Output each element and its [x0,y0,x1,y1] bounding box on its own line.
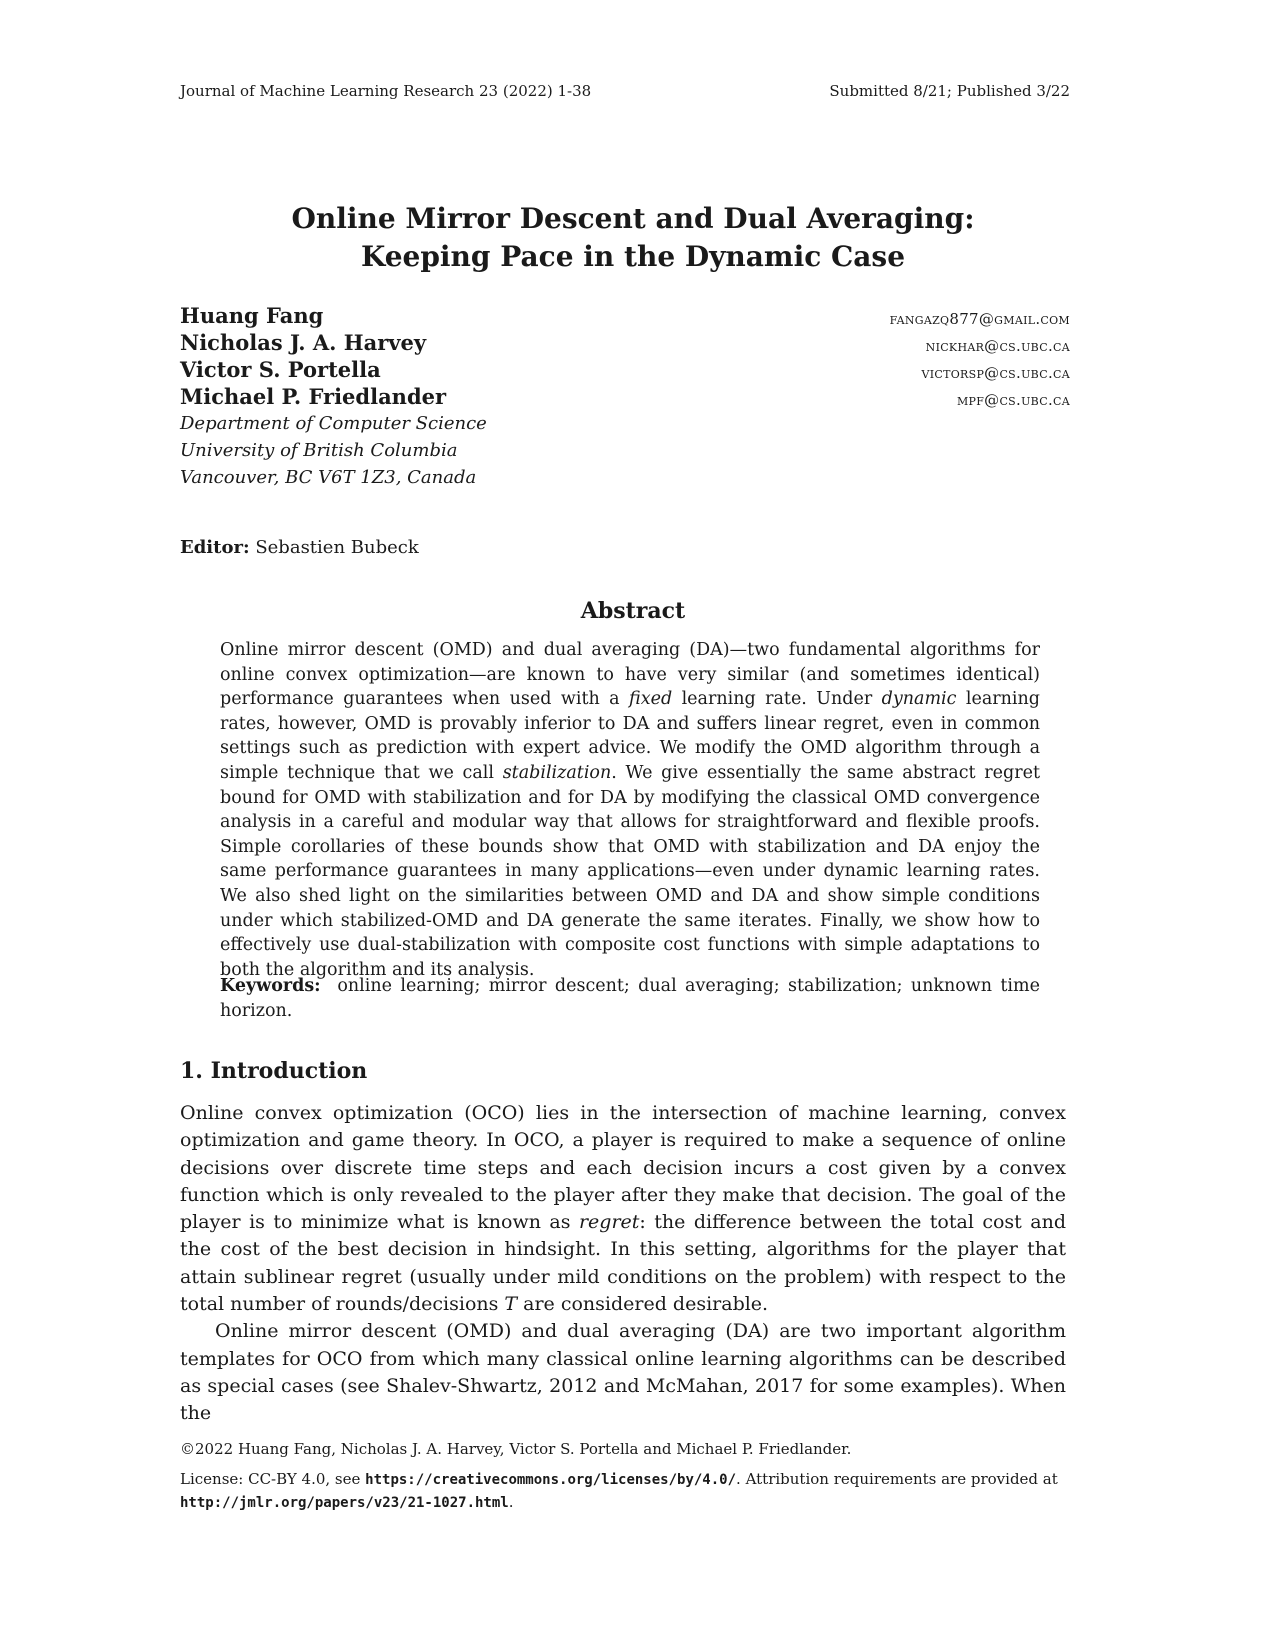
author-name: Victor S. Portella [180,357,381,382]
affiliation-dept: Department of Computer Science [180,413,487,434]
paragraph [180,1100,1066,1318]
introduction-body [180,1100,1066,1428]
author-name: Nicholas J. A. Harvey [180,330,427,355]
license-notice [180,1468,1066,1514]
editor-label: Editor: [180,537,250,558]
abstract-text: . We give essentially the same abstract regret bound for OMD with stabilization and for DA by modifying the classical OMD convergence analysis in a careful and modular way that allows for straightforward and flexible proofs. Simple corollaries of these bounds show that OMD with stabilization and DA enjoy the same performance guarantees in many applications—even under dynamic learning rates. We also shed light on the similarities between OMD and DA and show simple conditions under which stabilized-OMD and DA generate the same iterates. Finally, we show how to effectively use dual-stabilization with composite cost functions with simple adaptations to both the algorithm and its analysis. [220,762,1040,980]
paper-title [0,200,1266,276]
journal-header: Journal of Machine Learning Research 23 (2022) 1-38 [180,82,592,100]
abstract-text: Online mirror descent (OMD) and dual averaging (DA)—two fundamental algorithms for online convex optimization—are known to have very similar (and sometimes identical) performance guarantees when used with a [220,640,1040,710]
affiliation-univ: University of British Columbia [180,440,458,461]
copyright-notice: ©2022 Huang Fang, Nicholas J. A. Harvey, Victor S. Portella and Michael P. Friedlander. [180,1440,852,1458]
emphasis: regret [578,1211,640,1234]
affiliation-address: Vancouver, BC V6T 1Z3, Canada [180,467,477,488]
paragraph-text: Online convex optimization (OCO) lies in the intersection of machine learning, convex optimization and game theory. In OCO, a player is required to make a sequence of online decisions over discrete time steps and each decision incurs a cost given by a convex function which is only revealed to the player after they make that decision. The goal of the player is to minimize what is known as [180,1102,1066,1234]
title-line-1: Online Mirror Descent and Dual Averaging: [291,202,975,235]
paragraph-text: are considered desirable. [517,1293,769,1316]
title-line-2: Keeping Pace in the Dynamic Case [360,240,906,273]
abstract-body [220,638,1040,982]
math-symbol: T [504,1293,518,1316]
license-text: . Attribution requirements are provided at [736,1470,1058,1488]
editor-name: Sebastien Bubeck [255,537,419,558]
author-email[interactable]: victorsp@cs.ubc.ca [921,364,1070,382]
author-name: Huang Fang [180,303,324,328]
abstract-emphasis: stabilization [502,762,612,783]
email-block [890,306,1070,414]
author-block [180,302,487,491]
section-heading: 1. Introduction [180,1058,368,1084]
abstract-emphasis: dynamic [881,689,957,710]
paragraph-text: : the difference between the total cost and the cost of the best decision in hindsight. In this setting, algorithms for the player that attain sublinear regret (usually under mild conditions on the problem) with respect to the total number of rounds/decisions [180,1211,1066,1316]
author-email[interactable]: mpf@cs.ubc.ca [956,391,1070,409]
abstract-heading: Abstract [580,598,686,624]
abstract-text: learning rates, however, OMD is provably inferior to DA and suffers linear regret, even in common settings such as prediction with expert advice. We modify the OMD algorithm through a simple technique that we call [220,689,1040,783]
author-name: Michael P. Friedlander [180,384,447,409]
author-email[interactable]: nickhar@cs.ubc.ca [925,337,1070,355]
abstract-text: learning rate. Under [672,689,882,710]
submission-dates: Submitted 8/21; Published 3/22 [829,82,1070,100]
attribution-link[interactable]: http://jmlr.org/papers/v23/21-1027.html [180,1495,509,1511]
license-link[interactable]: https://creativecommons.org/licenses/by/4.0/ [365,1472,737,1488]
keywords-label: Keywords: [220,976,321,996]
license-text: License: CC-BY 4.0, see [180,1470,366,1488]
author-email[interactable]: fangazq877@gmail.com [889,310,1070,328]
editor-line [180,537,419,558]
abstract-emphasis: fixed [629,689,673,710]
paragraph: Online mirror descent (OMD) and dual averaging (DA) are two important algorithm templates for OCO from which many classical online learning algorithms can be described as special cases (see Shalev-Shwartz, 2012 and McMahan, 2017 for some examples). When the [180,1320,1066,1425]
keywords-text: online learning; mirror descent; dual averaging; stabilization; unknown time horizon. [220,976,1040,1021]
keywords [220,974,1040,1023]
license-text: . [508,1493,514,1511]
